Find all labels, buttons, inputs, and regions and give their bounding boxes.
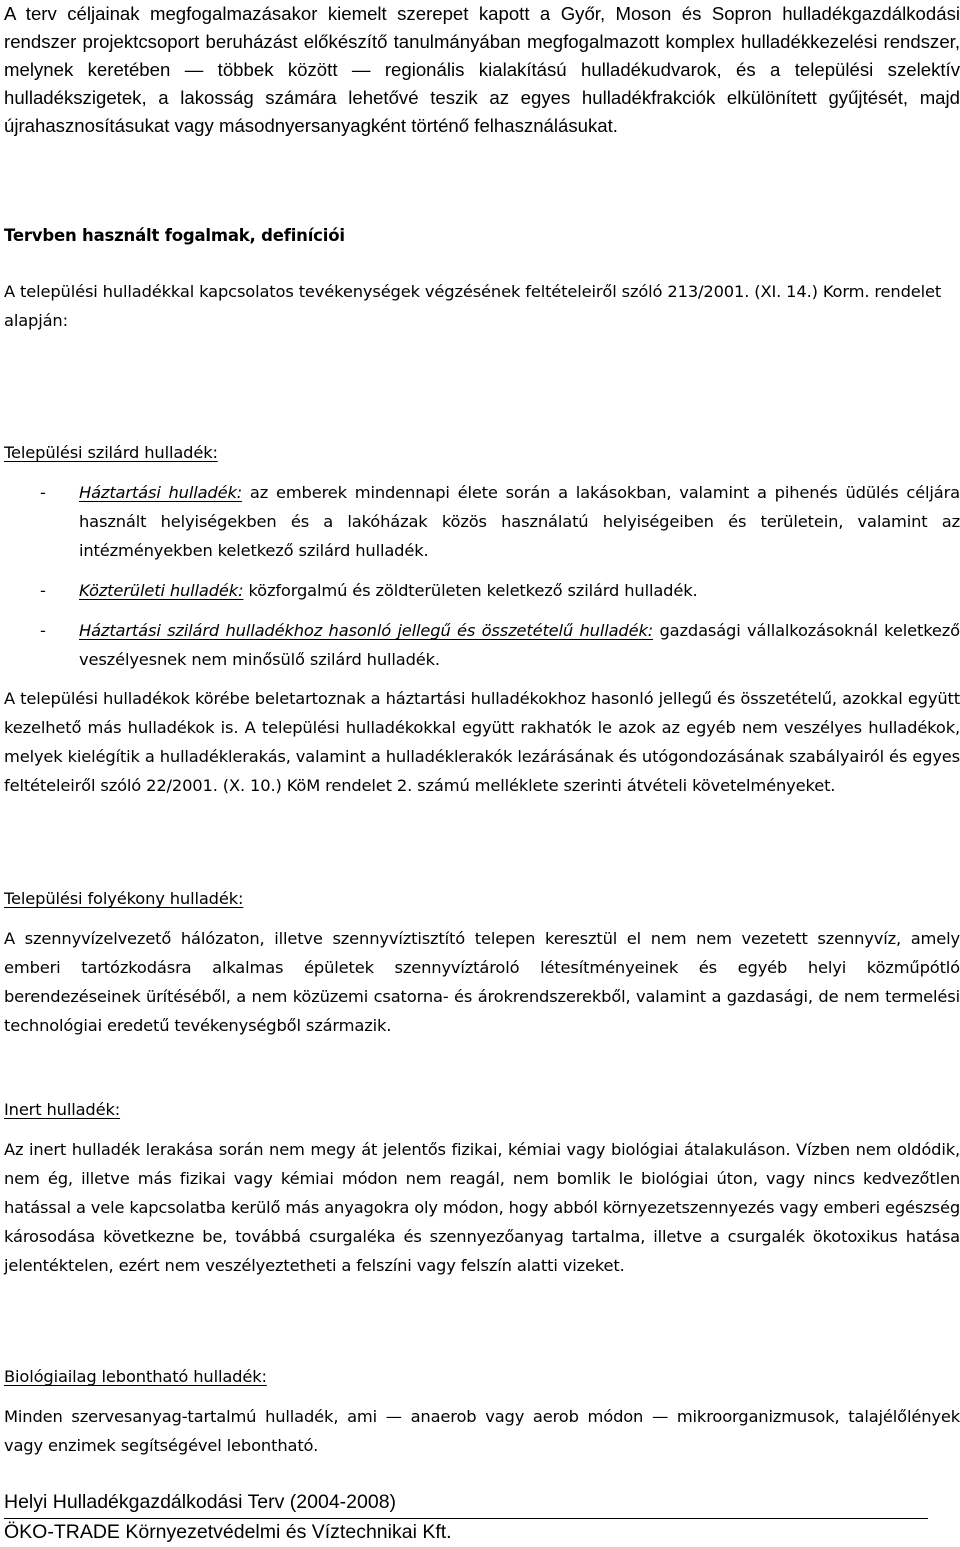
- liquid-waste-paragraph: A szennyvízelvezető hálózaton, illetve szennyvíztisztító telepen keresztül el nem nem vezetett szennyvíz, amely emberi tartózkodásra alkalmas épületek szennyvíztároló létesítményeinek és egyéb helyi közműpótló berendezéseinek ürítéséből, a nem közüzemi csatorna- és árokrendszerekből, valamint a gazdasági, de nem termelési technológiai eredetű tevékenységből származik.: [4, 929, 960, 1035]
- definition-similar-waste: gazdasági vállalkozásoknál keletkező veszélyesnek nem minősülő szilárd hulladék.: [79, 621, 960, 669]
- list-item-text: [79, 616, 960, 674]
- bio-waste-heading-row: [4, 1362, 960, 1391]
- definition-household-waste: az emberek mindennapi élete során a lakásokban, valamint a pihenés üdülés céljára használt helyiségekben és a lakóházak közös használatú helyiségeiben és területein, valamint az intézményekben keletkező szilárd hulladék.: [79, 483, 960, 560]
- intro-paragraph: A terv céljainak megfogalmazásakor kiemelt szerepet kapott a Győr, Moson és Sopron hulladékgazdálkodási rendszer projektcsoport beruházást előkészítő tanulmányában megfogalmazott komplex hulladékkezelési rendszer, melynek keretében — többek között — regionális kialakítású hulladékudvarok, és a települési szelektív hulladékszigetek, a lakosság számára lehetővé teszik az egyes hulladékfrakciók elkülönített gyűjtését, majd újrahasznosításukat vagy másodnyersanyagként történő felhasználásukat.: [4, 3, 960, 136]
- footer-company: ÖKO-TRADE Környezetvédelmi és Víztechnikai Kft.: [4, 1521, 452, 1543]
- solid-waste-heading-row: [4, 438, 960, 467]
- solid-waste-heading: Települési szilárd hulladék:: [4, 443, 218, 462]
- liquid-waste-heading-row: [4, 884, 960, 913]
- inert-waste-paragraph: Az inert hulladék lerakása során nem megy át jelentős fizikai, kémiai vagy biológiai átalakuláson. Vízben nem oldódik, nem ég, illetve más fizikai vagy kémiai módon nem reagál, nem bomlik le biológiai úton, vagy nincs kedvezőtlen hatással a vele kapcsolatba kerülő más anyagokra oly módon, hogy abból környezetszennyezés vagy emberi egészség károsodása következne be, továbbá csurgaléka és szennyezőanyag tartalma, illetve a csurgalék ökotoxikus hatása jelentéktelen, ezért nem veszélyeztetheti a felszíni vagy felszín alatti vizeket.: [4, 1140, 960, 1275]
- term-household-waste: Háztartási hulladék:: [79, 483, 243, 502]
- list-dash: -: [40, 581, 46, 600]
- term-public-area-waste: Közterületi hulladék:: [79, 581, 244, 600]
- definition-public-area-waste: közforgalmú és zöldterületen keletkező szilárd hulladék.: [243, 581, 698, 600]
- term-similar-waste: Háztartási szilárd hulladékhoz hasonló jellegű és összetételű hulladék:: [79, 621, 654, 640]
- inert-waste-heading: Inert hulladék:: [4, 1100, 121, 1119]
- bio-waste-paragraph: Minden szervesanyag-tartalmú hulladék, ami — anaerob vagy aerob módon — mikroorganizmusok, talajélőlények vagy enzimek segítségével lebontható.: [4, 1407, 960, 1455]
- solid-waste-paragraph: A települési hulladékok körébe beletartoznak a háztartási hulladékokhoz hasonló jellegű és összetételű, azokkal együtt kezelhető más hulladékok is. A települési hulladékokkal együtt rakhatók le azok az egyéb nem veszélyes hulladékok, melyek kielégítik a hulladéklerakás, valamint a hulladéklerakók lezárásának és utógondozásának szabályairól és egyes feltételeiről szóló 22/2001. (X. 10.) KöM rendelet 2. számú melléklete szerinti átvételi követelményeket.: [4, 689, 960, 795]
- list-dash: -: [40, 483, 46, 502]
- footer-title: Helyi Hulladékgazdálkodási Terv (2004-2008): [4, 1491, 397, 1513]
- section-title: Tervben használt fogalmak, definíciói: [4, 226, 345, 245]
- list-item-text: [79, 576, 960, 605]
- inert-waste-heading-row: [4, 1095, 960, 1124]
- decree-reference: A települési hulladékkal kapcsolatos tevékenységek végzésének feltételeiről szóló 213/2001. (XI. 14.) Korm. rendelet alapján:: [4, 282, 942, 330]
- footer-divider: [4, 1518, 928, 1519]
- liquid-waste-heading: Települési folyékony hulladék:: [4, 889, 244, 908]
- list-item-text: [79, 478, 960, 565]
- list-dash: -: [40, 621, 46, 640]
- bio-waste-heading: Biológiailag lebontható hulladék:: [4, 1367, 267, 1386]
